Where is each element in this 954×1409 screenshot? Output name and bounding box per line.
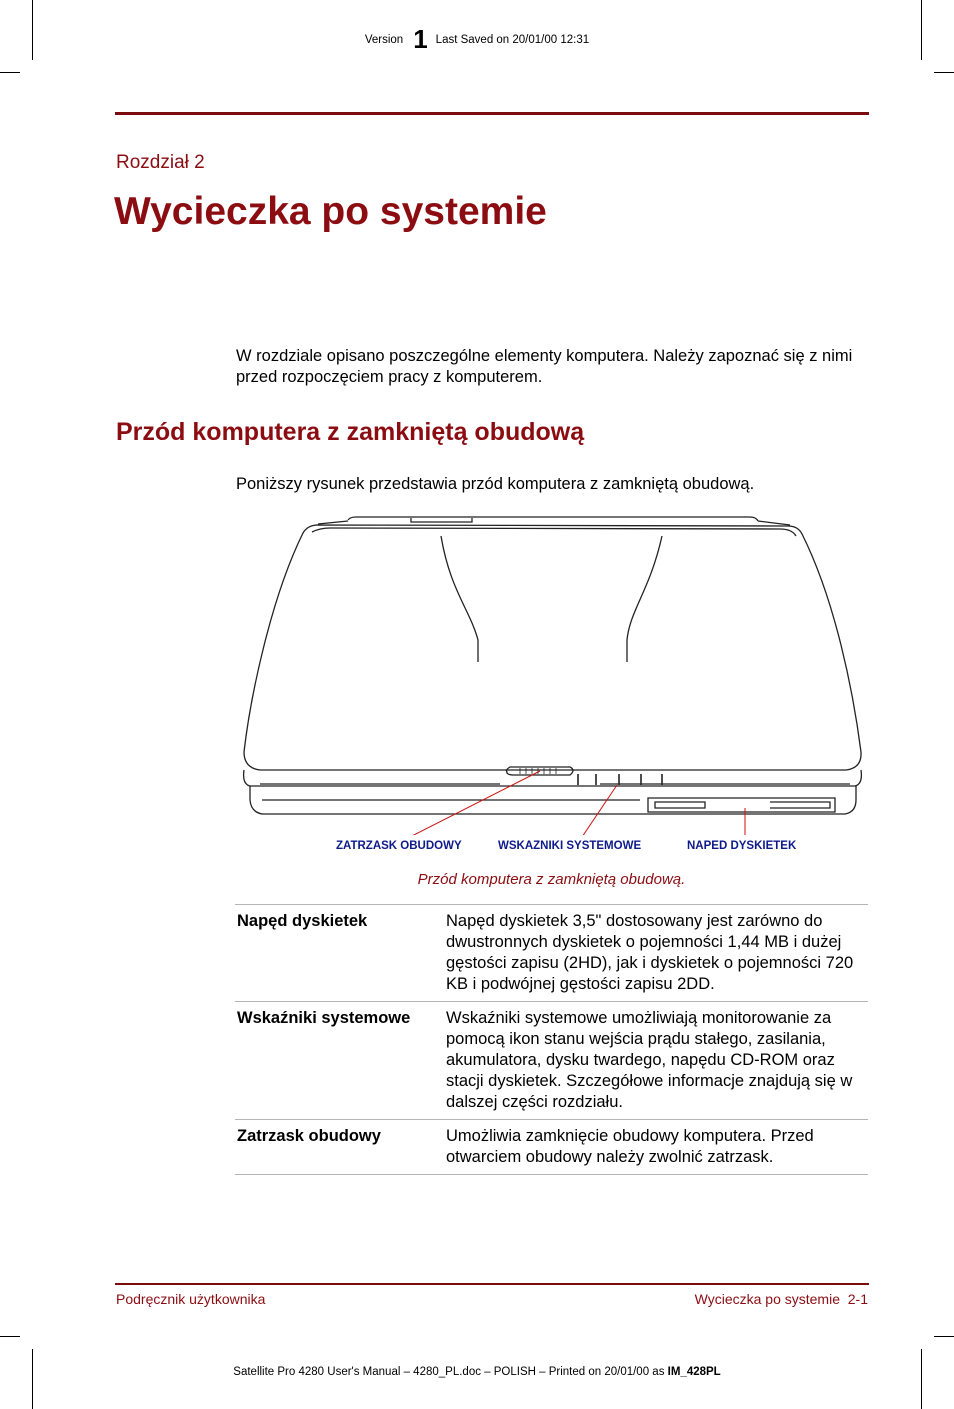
row-description: Napęd dyskietek 3,5" dostosowany jest zarówno do dwustronnych dyskietek o pojemności 1,44 MB i dużej gęstości zapisu (2HD), jak i dyskietek o pojemności 720 KB i podwójnej gęstości zapisu 2DD.: [446, 912, 854, 993]
row-term: Zatrzask obudowy: [237, 1127, 381, 1145]
row-description: Wskaźniki systemowe umożliwiają monitorowanie za pomocą ikon stanu wejścia prądu stałego, zasilania, akumulatora, dysku twardego, napędu CD-ROM oraz stacji dyskietek. Szczegółowe informacje znajdują się w dalszej części rozdziału.: [446, 1009, 853, 1111]
intro-paragraph: W rozdziale opisano poszczególne elementy komputera. Należy zapoznać się z nimi przed rozpoczęciem pracy z komputerem.: [236, 347, 853, 386]
footer-left: Podręcznik użytkownika: [116, 1291, 266, 1307]
table-row: [235, 1002, 868, 1120]
crop-mark: [921, 1349, 922, 1409]
section-lead: Poniższy rysunek przedstawia przód komputera z zamkniętą obudową.: [236, 475, 755, 493]
version-label: Version: [364, 34, 404, 46]
crop-mark: [32, 1349, 33, 1409]
chapter-label: Rozdział 2: [116, 152, 205, 173]
figure-caption: Przód komputera z zamkniętą obudową.: [417, 871, 686, 888]
page-title: Wycieczka po systemie: [114, 190, 547, 233]
crop-mark: [0, 1336, 20, 1337]
print-footer-code: IM_428PL: [667, 1366, 721, 1378]
last-saved: Last Saved on 20/01/00 12:31: [435, 34, 590, 46]
label-latch: ZATRZASK OBUDOWY: [336, 840, 462, 852]
table-row: [235, 905, 868, 1002]
document-header: [0, 24, 954, 55]
footer-right: Wycieczka po systemie 2-1: [694, 1291, 868, 1307]
crop-mark: [934, 1336, 954, 1337]
row-description: Umożliwia zamknięcie obudowy komputera. Przed otwarciem obudowy należy zwolnić zatrzask.: [446, 1127, 814, 1166]
version-number: 1: [413, 24, 428, 54]
description-table: [235, 904, 868, 1175]
print-footer-text: Satellite Pro 4280 User's Manual – 4280_PL.doc – POLISH – Printed on 20/01/00 as: [233, 1366, 665, 1378]
print-footer: [0, 1366, 954, 1378]
bottom-rule: [115, 1283, 869, 1285]
row-term: Wskaźniki systemowe: [237, 1009, 411, 1027]
top-rule: [115, 112, 869, 115]
label-floppy: NAPED DYSKIETEK: [687, 840, 797, 852]
crop-mark: [0, 72, 20, 73]
laptop-front-figure: [236, 510, 876, 835]
row-term: Napęd dyskietek: [237, 912, 368, 930]
crop-mark: [934, 72, 954, 73]
table-row: [235, 1120, 868, 1175]
section-heading: Przód komputera z zamkniętą obudową: [116, 418, 585, 446]
label-indicators: WSKAZNIKI SYSTEMOWE: [498, 840, 642, 852]
